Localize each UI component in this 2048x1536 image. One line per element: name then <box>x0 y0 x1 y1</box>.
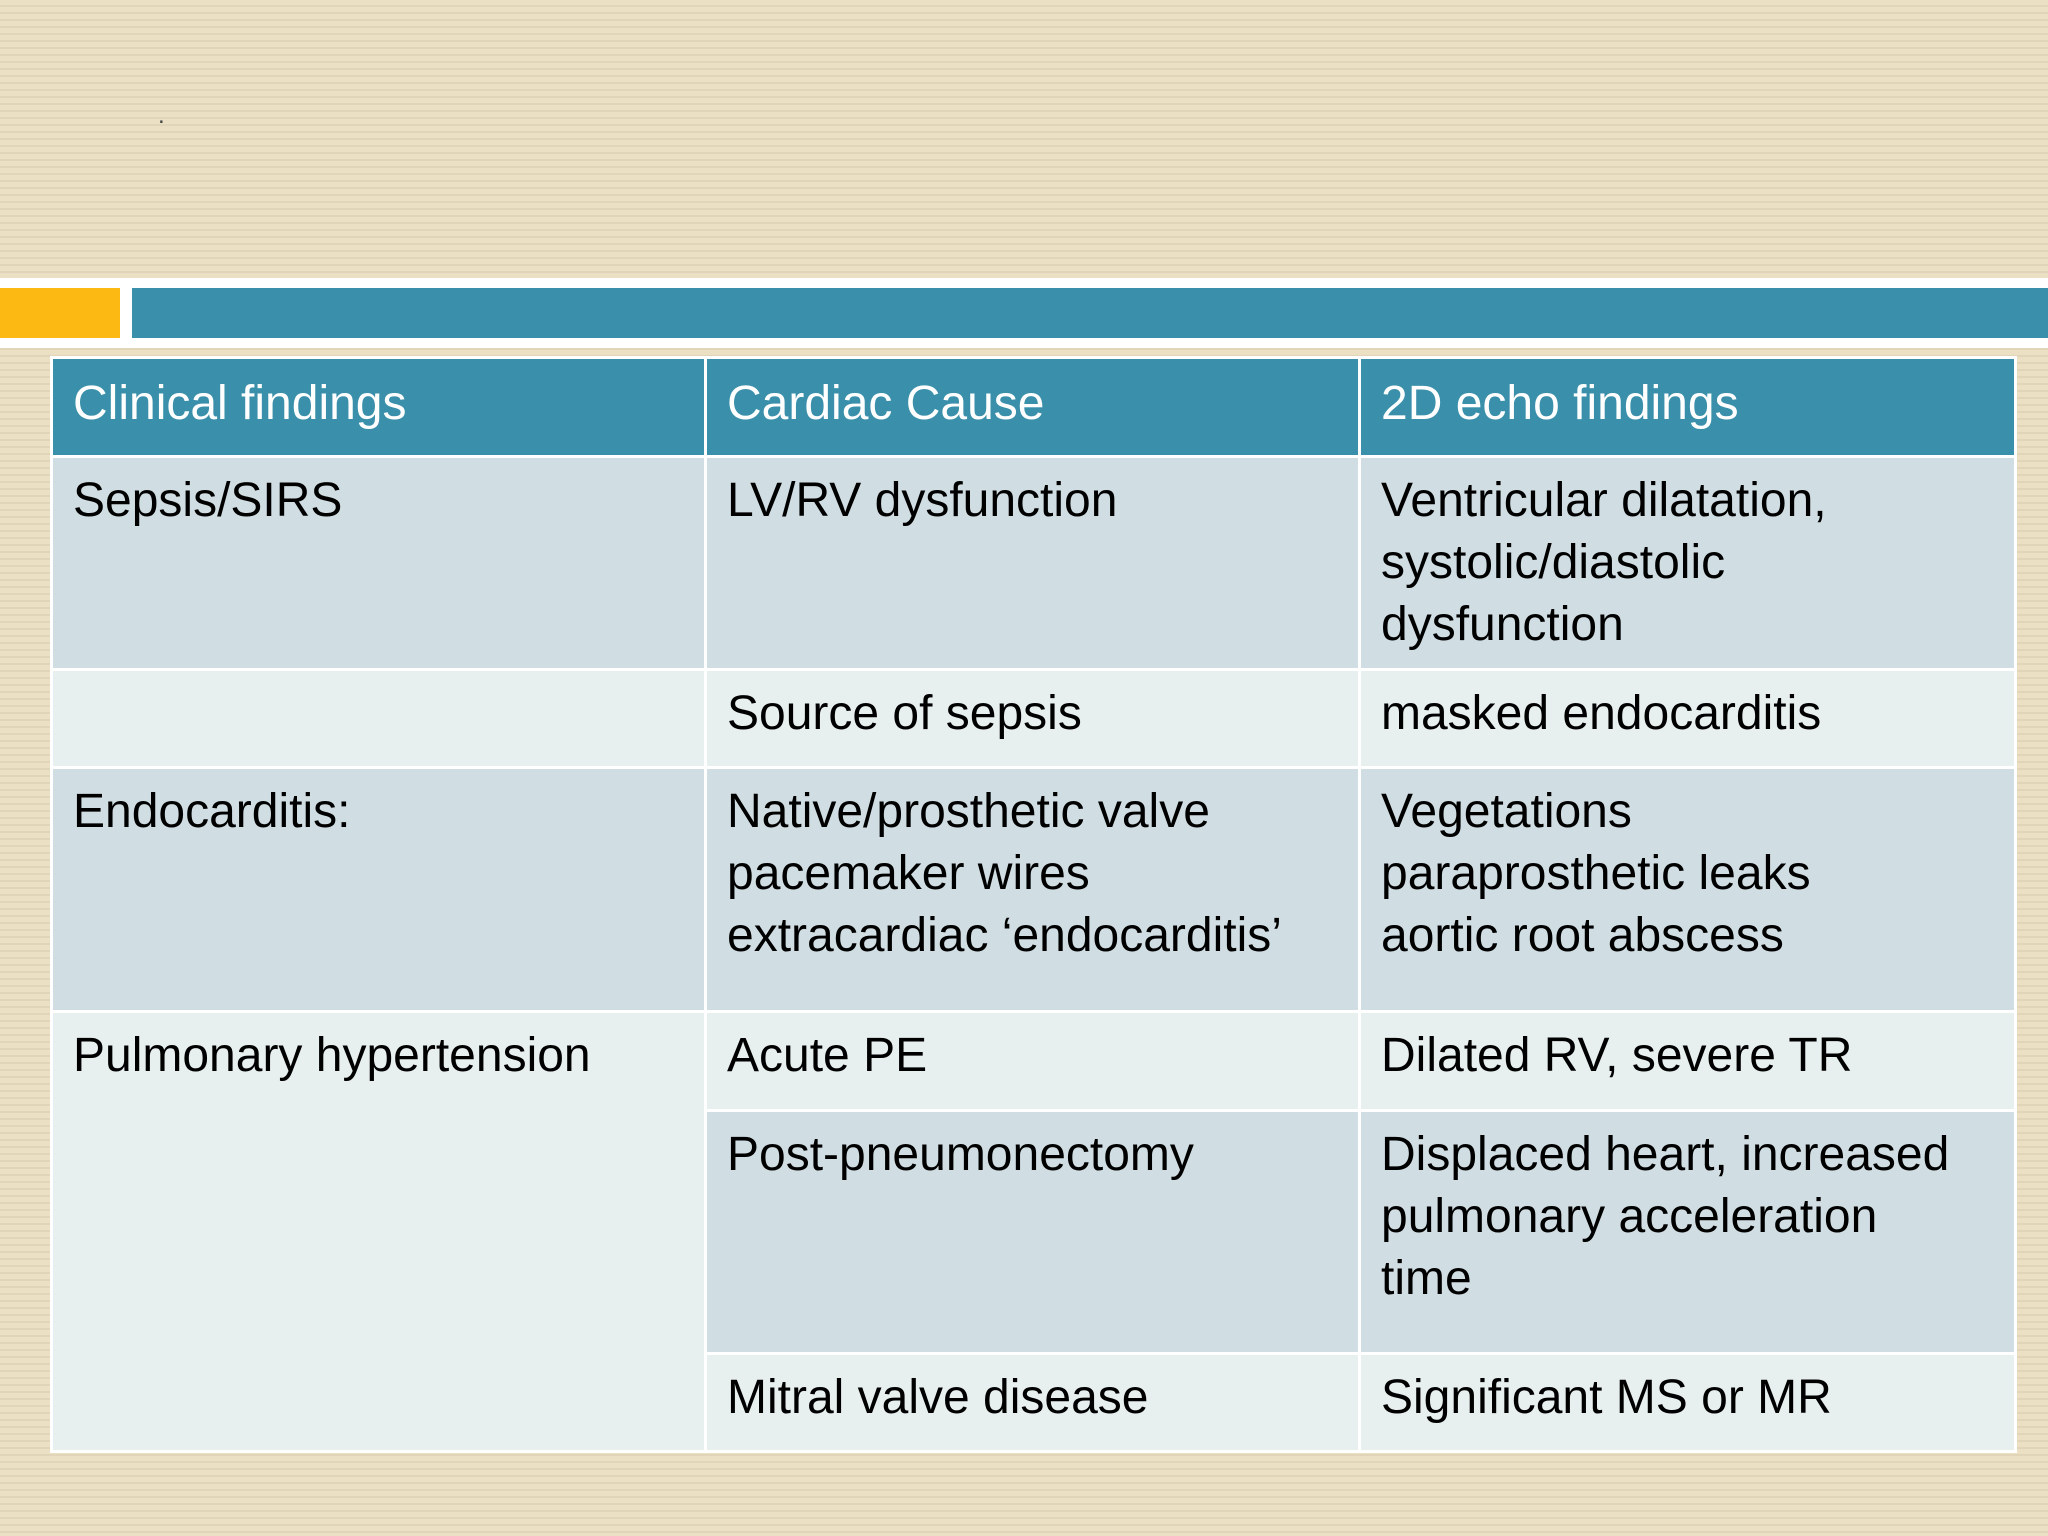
header-cardiac-cause: Cardiac Cause <box>706 358 1360 457</box>
echo-line: systolic/diastolic <box>1381 536 1726 589</box>
echo-line: dysfunction <box>1381 598 1624 651</box>
echo-line: time <box>1381 1252 1472 1305</box>
echo-line: Significant MS or MR <box>1381 1371 1832 1424</box>
table-row <box>52 1012 2016 1111</box>
echo-cell <box>1360 768 2016 1012</box>
header-clinical-findings: Clinical findings <box>52 358 706 457</box>
cause-cell: LV/RV dysfunction <box>706 457 1360 670</box>
cause-cell: Post-pneumonectomy <box>706 1111 1360 1354</box>
cause-line: Native/prosthetic valve <box>727 785 1210 838</box>
echo-cell <box>1360 1012 2016 1111</box>
echo-cell <box>1360 457 2016 670</box>
cause-line: pacemaker wires <box>727 847 1090 900</box>
echo-line: pulmonary acceleration <box>1381 1190 1878 1243</box>
accent-bar-teal <box>132 288 2048 338</box>
echo-line: Vegetations <box>1381 785 1632 838</box>
table-row <box>52 457 2016 670</box>
cause-line: extracardiac ‘endocarditis’ <box>727 909 1282 962</box>
echo-cell <box>1360 670 2016 768</box>
echo-line: paraprosthetic leaks <box>1381 847 1811 900</box>
clinical-cell: Sepsis/SIRS <box>52 457 706 670</box>
slide-dot: . <box>158 102 165 129</box>
clinical-cell <box>52 670 706 768</box>
header-2d-echo-findings: 2D echo findings <box>1360 358 2016 457</box>
table-row <box>52 670 2016 768</box>
echo-line: masked endocarditis <box>1381 687 1822 740</box>
echo-line: aortic root abscess <box>1381 909 1784 962</box>
echo-line: Displaced heart, increased <box>1381 1128 1950 1181</box>
echo-cell <box>1360 1111 2016 1354</box>
clinical-cell: Endocarditis: <box>52 768 706 1012</box>
findings-table <box>50 356 2017 1453</box>
accent-bar-orange <box>0 288 120 338</box>
cause-cell <box>706 768 1360 1012</box>
cause-cell: Acute PE <box>706 1012 1360 1111</box>
table-header-row <box>52 358 2016 457</box>
cause-cell: Mitral valve disease <box>706 1354 1360 1452</box>
cause-cell: Source of sepsis <box>706 670 1360 768</box>
clinical-cell: Pulmonary hypertension <box>52 1012 706 1452</box>
table-row <box>52 768 2016 1012</box>
echo-line: Dilated RV, severe TR <box>1381 1029 1853 1082</box>
echo-line: Ventricular dilatation, <box>1381 474 1827 527</box>
echo-cell <box>1360 1354 2016 1452</box>
